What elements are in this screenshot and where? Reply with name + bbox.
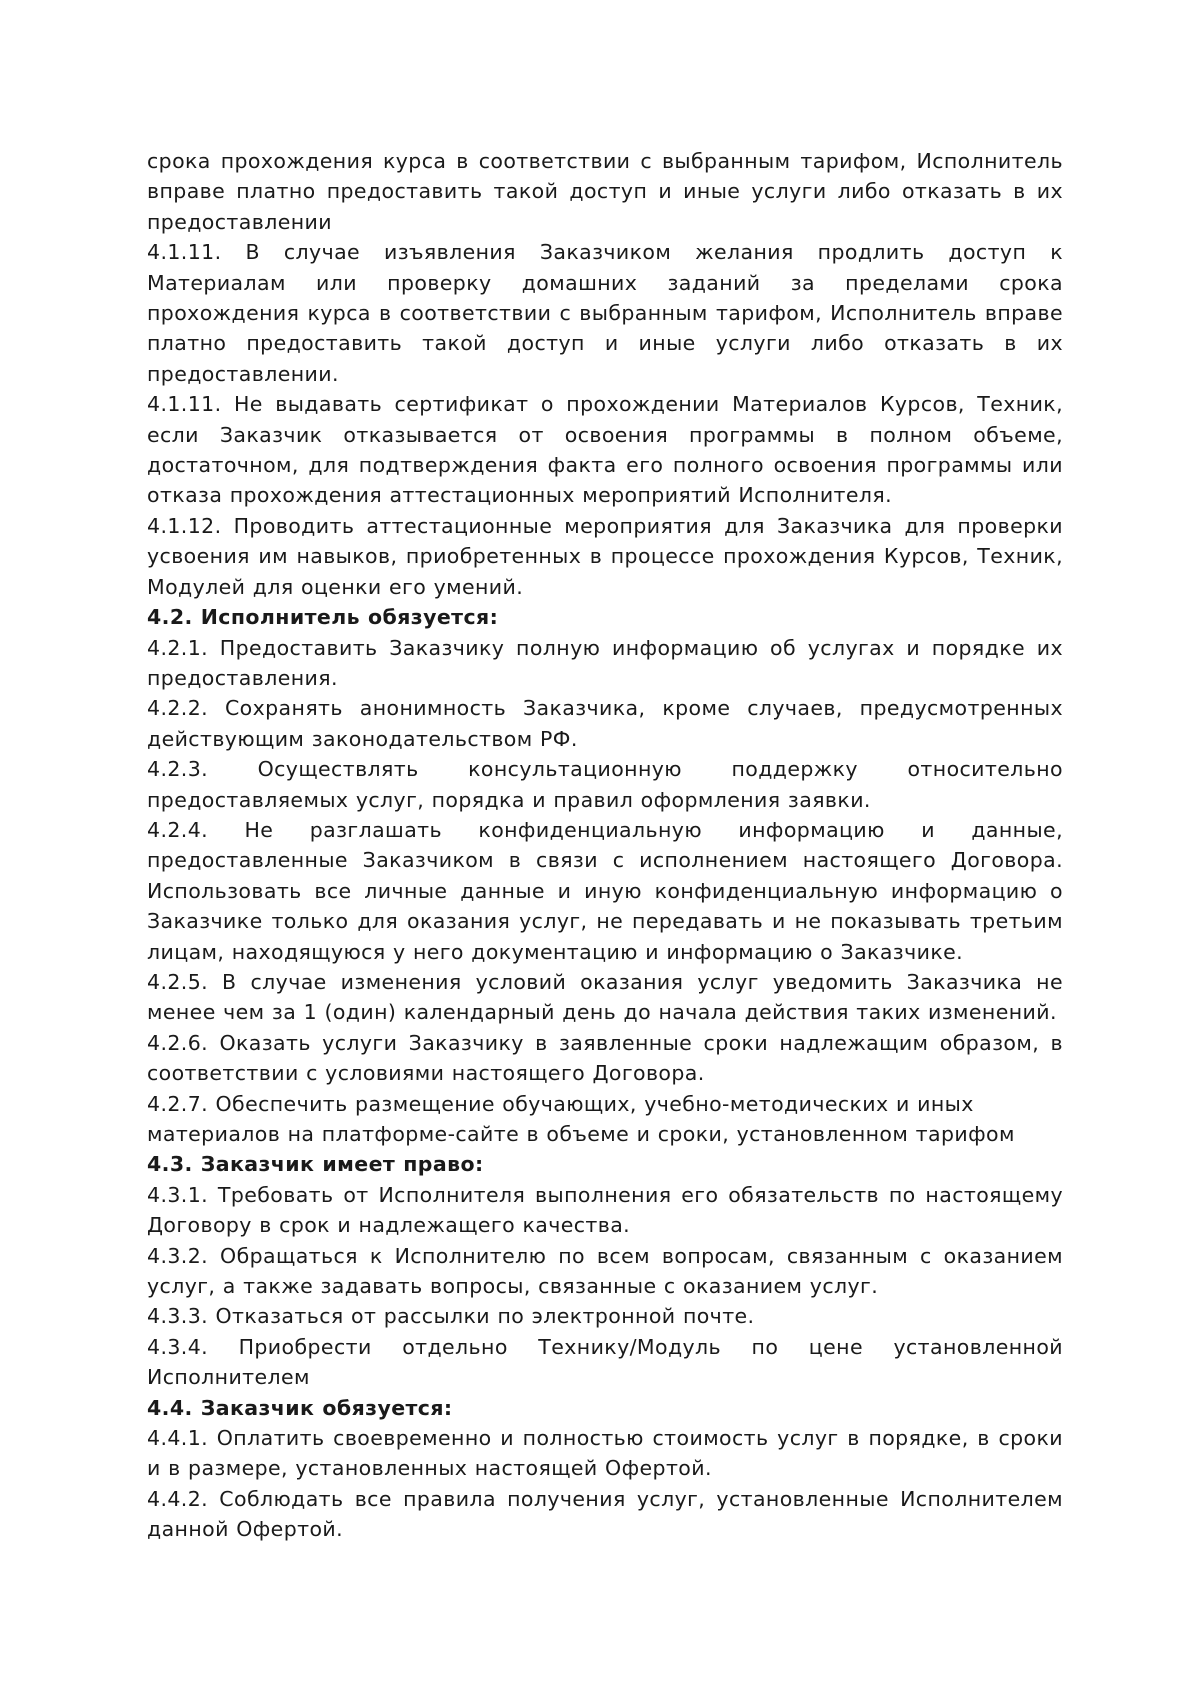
paragraph-4-3-4: 4.3.4. Приобрести отдельно Технику/Модуль по цене установленной Исполнителем <box>147 1334 1063 1390</box>
section-heading-4-4: 4.4. Заказчик обязуется: <box>147 1395 453 1420</box>
document-page <box>147 146 1063 1545</box>
paragraph-4-1-10-continuation: срока прохождения курса в соответствии с выбранным тарифом, Исполнитель вправе платно предоставить такой доступ и иные услуги либо отказать в их предоставлении <box>147 149 1063 234</box>
paragraph-4-2-5: 4.2.5. В случае изменения условий оказания услуг уведомить Заказчика не менее чем за 1 (один) календарный день до начала действия таких изменений. <box>147 969 1063 1025</box>
paragraph-4-3-2: 4.3.2. Обращаться к Исполнителю по всем вопросам, связанным с оказанием услуг, а также задавать вопросы, связанные с оказанием услуг. <box>147 1243 1063 1299</box>
paragraph-4-2-3: 4.2.3. Осуществлять консультационную поддержку относительно предоставляемых услуг, порядка и правил оформления заявки. <box>147 757 1063 812</box>
paragraph-4-3-3: 4.3.3. Отказаться от рассылки по электронной почте. <box>147 1304 755 1329</box>
paragraph-4-4-2: 4.4.2. Соблюдать все правила получения услуг, установленные Исполнителем данной Офертой. <box>147 1486 1063 1542</box>
paragraph-4-1-12: 4.1.12. Проводить аттестационные мероприятия для Заказчика для проверки усвоения им навыков, приобретенных в процессе прохождения Курсов, Техник, Модулей для оценки его умений. <box>147 513 1063 599</box>
paragraph-4-1-11-certificate: 4.1.11. Не выдавать сертификат о прохождении Материалов Курсов, Техник, если Заказчик отказывается от освоения программы в полном объеме, достаточном, для подтверждения факта его полного освоения программы или отказа прохождения аттестационных мероприятий Исполнителя. <box>147 392 1063 508</box>
section-heading-4-2: 4.2. Исполнитель обязуется: <box>147 605 499 630</box>
paragraph-4-2-6: 4.2.6. Оказать услуги Заказчику в заявленные сроки надлежащим образом, в соответствии с условиями настоящего Договора. <box>147 1030 1063 1086</box>
paragraph-4-2-7: 4.2.7. Обеспечить размещение обучающих, учебно-методических и иных материалов на платформе-сайте в объеме и сроки, установленном тарифом <box>147 1091 1015 1146</box>
paragraph-4-4-1: 4.4.1. Оплатить своевременно и полностью стоимость услуг в порядке, в сроки и в размере, установленных настоящей Офертой. <box>147 1426 1063 1481</box>
paragraph-4-2-4: 4.2.4. Не разглашать конфиденциальную информацию и данные, предоставленные Заказчиком в связи с исполнением настоящего Договора. Использовать все личные данные и иную конфиденциальную информацию о Заказчике только для оказания услуг, не передавать и не показывать третьим лицам, находящуюся у него документацию и информацию о Заказчике. <box>147 817 1063 964</box>
paragraph-4-2-1: 4.2.1. Предоставить Заказчику полную информацию об услугах и порядке их предоставления. <box>147 635 1063 690</box>
section-heading-4-3: 4.3. Заказчик имеет право: <box>147 1152 484 1177</box>
paragraph-4-1-11-extension: 4.1.11. В случае изъявления Заказчиком желания продлить доступ к Материалам или проверку домашних заданий за пределами срока прохождения курса в соответствии с выбранным тарифом, Исполнитель вправе платно предоставить такой доступ и иные услуги либо отказать в их предоставлении. <box>147 240 1063 386</box>
paragraph-4-2-2: 4.2.2. Сохранять анонимность Заказчика, кроме случаев, предусмотренных действующим законодательством РФ. <box>147 696 1063 751</box>
paragraph-4-3-1: 4.3.1. Требовать от Исполнителя выполнения его обязательств по настоящему Договору в срок и надлежащего качества. <box>147 1182 1063 1238</box>
